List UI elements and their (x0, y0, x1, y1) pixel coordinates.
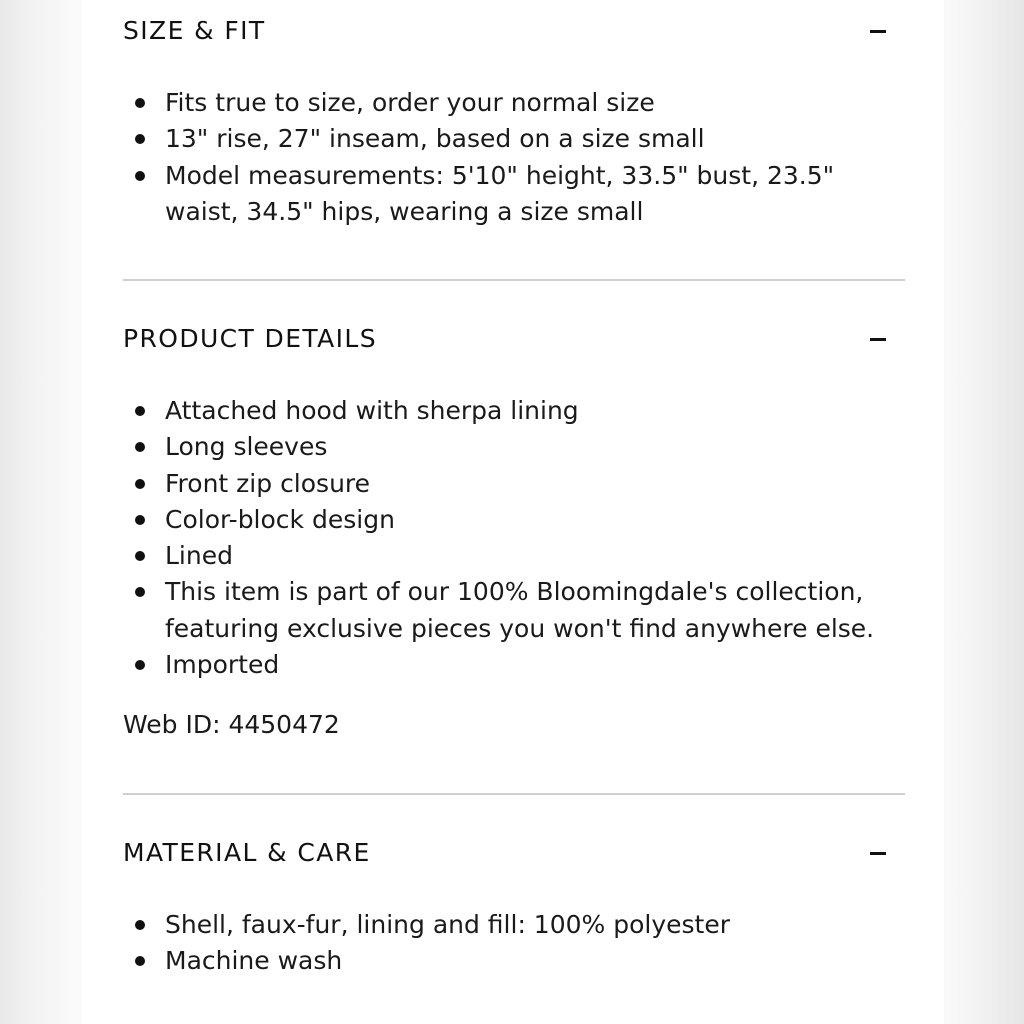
section-title: SIZE & FIT (123, 16, 266, 45)
list-item: Machine wash (123, 943, 905, 979)
bullet-icon (135, 171, 145, 181)
minus-icon[interactable] (867, 20, 891, 44)
minus-icon[interactable] (867, 842, 891, 866)
list-item: Lined (123, 538, 905, 574)
section-header-size-fit[interactable] (123, 8, 905, 48)
section-size-fit (123, 8, 905, 230)
web-id: Web ID: 4450472 (123, 710, 340, 740)
list-item: 13" rise, 27" inseam, based on a size small (123, 121, 905, 157)
bullet-icon (135, 920, 145, 930)
section-header-product-details[interactable] (123, 316, 905, 356)
list-item: Fits true to size, order your normal size (123, 85, 905, 121)
bullet-icon (135, 406, 145, 416)
section-title: PRODUCT DETAILS (123, 324, 377, 353)
section-title: MATERIAL & CARE (123, 838, 371, 867)
bullet-icon (135, 551, 145, 561)
bullet-icon (135, 515, 145, 525)
section-product-details (123, 316, 905, 743)
bullet-icon (135, 479, 145, 489)
bullet-list (123, 907, 905, 980)
minus-icon[interactable] (867, 328, 891, 352)
list-item-continuation: waist, 34.5" hips, wearing a size small (165, 196, 644, 226)
list-item: This item is part of our 100% Bloomingdale's collection, (123, 574, 905, 610)
section-header-material-care[interactable] (123, 830, 905, 870)
list-item: Attached hood with sherpa lining (123, 393, 905, 429)
bullet-icon (135, 956, 145, 966)
list-item: Model measurements: 5'10" height, 33.5" bust, 23.5" (123, 158, 905, 194)
list-item-continuation: featuring exclusive pieces you won't find anywhere else. (165, 613, 875, 643)
bullet-list (123, 85, 905, 230)
list-item: Shell, faux-fur, lining and fill: 100% polyester (123, 907, 905, 943)
bullet-icon (135, 134, 145, 144)
bullet-list (123, 393, 905, 683)
section-divider (123, 793, 905, 795)
list-item: Color-block design (123, 502, 905, 538)
bullet-icon (135, 660, 145, 670)
list-item: Front zip closure (123, 466, 905, 502)
section-divider (123, 279, 905, 281)
list-item: Long sleeves (123, 429, 905, 465)
bullet-icon (135, 442, 145, 452)
bullet-icon (135, 98, 145, 108)
product-info-panel (82, 0, 944, 1024)
list-item: Imported (123, 647, 905, 683)
bullet-icon (135, 587, 145, 597)
section-material-care (123, 830, 905, 980)
